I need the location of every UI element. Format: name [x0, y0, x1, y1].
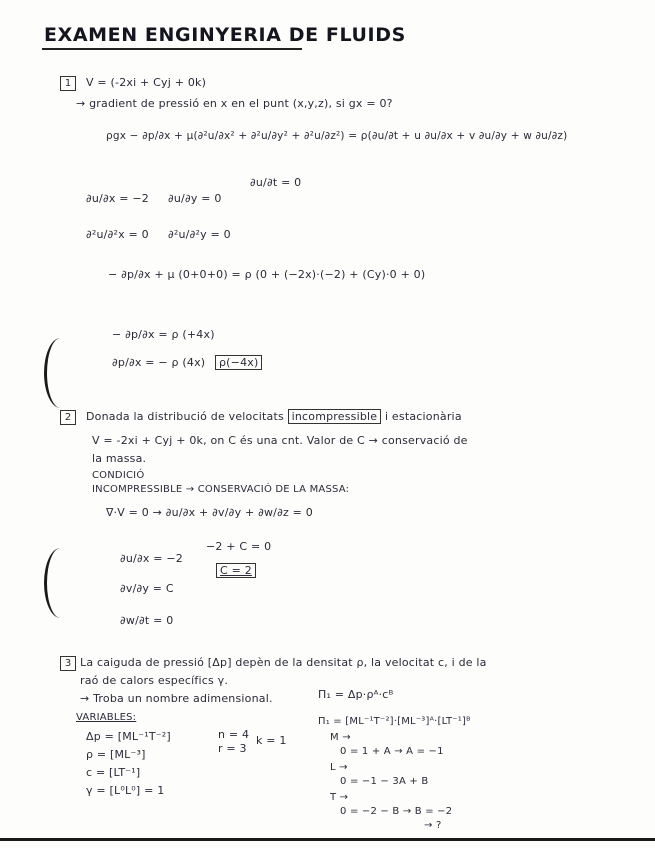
q2-condition-b: INCOMPRESSIBLE → CONSERVACIÓ DE LA MASSA:: [92, 484, 350, 495]
page-bottom-edge: [0, 838, 655, 841]
q3-pi-definition: Π₁ = Δp·ρᴬ·cᴮ: [318, 688, 394, 701]
q3-count-n: n = 4: [218, 728, 250, 741]
q3-statement-b: raó de calors específics γ.: [80, 674, 229, 687]
q2-statement-boxed: incompressible: [288, 409, 382, 424]
q2-answer-box: C = 2: [216, 563, 256, 578]
q3-l-equation: 0 = −1 − 3A + B: [340, 776, 429, 787]
binder-ring-2: [44, 548, 77, 618]
q1-question: → gradient de pressió en x en el punt (x,y,z), si gx = 0?: [76, 97, 393, 110]
q1-number-box: 1: [60, 76, 76, 91]
q2-statement-c: V = -2xi + Cyj + 0k, on C és una cnt. Valor de C → conservació de: [92, 434, 468, 447]
q3-m-label: M →: [330, 732, 351, 743]
title-underline: [42, 48, 302, 50]
q3-variable-2: ρ = [ML⁻³]: [86, 748, 146, 761]
q2-statement-a: Donada la distribució de velocitats: [86, 410, 284, 423]
q3-statement-c: → Troba un nombre adimensional.: [80, 692, 273, 705]
q1-substitution: − ∂p/∂x + μ (0+0+0) = ρ (0 + (−2x)·(−2) + (Cy)·0 + 0): [108, 268, 426, 281]
q3-l-label: L →: [330, 762, 348, 773]
q2-statement-b: i estacionària: [384, 410, 462, 423]
q2-statement-d: la massa.: [92, 452, 147, 465]
q3-trailing-arrow: → ?: [424, 820, 442, 831]
q2-condition-a: CONDICIÓ: [92, 470, 145, 481]
q2-statement-line-1: [86, 410, 462, 423]
exam-title: EXAMEN ENGINYERIA DE FLUIDS: [44, 24, 406, 46]
q3-variables-title: VARIABLES:: [76, 712, 137, 723]
q2-number-box: 2: [60, 410, 76, 425]
q3-variable-1: Δp = [ML⁻¹T⁻²]: [86, 730, 171, 743]
q2-sum: −2 + C = 0: [206, 540, 272, 553]
q2-eq-3: ∂w/∂t = 0: [120, 614, 174, 627]
q1-derivative-5: ∂²u/∂²y = 0: [168, 228, 231, 241]
q1-result: [112, 356, 262, 369]
q1-derivative-1: ∂u/∂x = −2: [86, 192, 149, 205]
q2-eq-2: ∂v/∂y = C: [120, 582, 174, 595]
q3-number-box: 3: [60, 656, 76, 671]
q3-statement-a: La caiguda de pressió [Δp] depèn de la densitat ρ, la velocitat c, i de la: [80, 656, 487, 669]
q2-answer: [216, 564, 256, 577]
q3-t-label: T →: [330, 792, 349, 803]
q3-pi-dimensions: Π₁ = [ML⁻¹T⁻²]·[ML⁻³]ᴬ·[LT⁻¹]ᴮ: [318, 716, 471, 727]
q3-t-equation: 0 = −2 − B → B = −2: [340, 806, 453, 817]
q1-result-box: ρ(−4x): [215, 355, 263, 370]
q1-navier-stokes: ρgx − ∂p/∂x + μ(∂²u/∂x² + ∂²u/∂y² + ∂²u/∂z²) = ρ(∂u/∂t + u ∂u/∂x + v ∂u/∂y + w ∂u/∂z): [106, 130, 568, 142]
q3-variable-3: c = [LT⁻¹]: [86, 766, 141, 779]
q3-count-k: k = 1: [256, 734, 287, 747]
q1-result-lhs: ∂p/∂x = − ρ (4x): [112, 356, 206, 369]
q2-eq-1: ∂u/∂x = −2: [120, 552, 183, 565]
q1-step-2: − ∂p/∂x = ρ (+4x): [112, 328, 215, 341]
q3-count-r: r = 3: [218, 742, 247, 755]
q2-divergence: ∇·V = 0 → ∂u/∂x + ∂v/∂y + ∂w/∂z = 0: [106, 506, 313, 519]
q1-derivative-2: ∂u/∂y = 0: [168, 192, 222, 205]
binder-ring-1: [44, 338, 77, 408]
q3-m-equation: 0 = 1 + A → A = −1: [340, 746, 444, 757]
q3-variable-4: γ = [L⁰L⁰] = 1: [86, 784, 165, 797]
q1-derivative-3: ∂u/∂t = 0: [250, 176, 302, 189]
q1-velocity: V = (-2xi + Cyj + 0k): [86, 76, 207, 89]
q1-derivative-4: ∂²u/∂²x = 0: [86, 228, 149, 241]
